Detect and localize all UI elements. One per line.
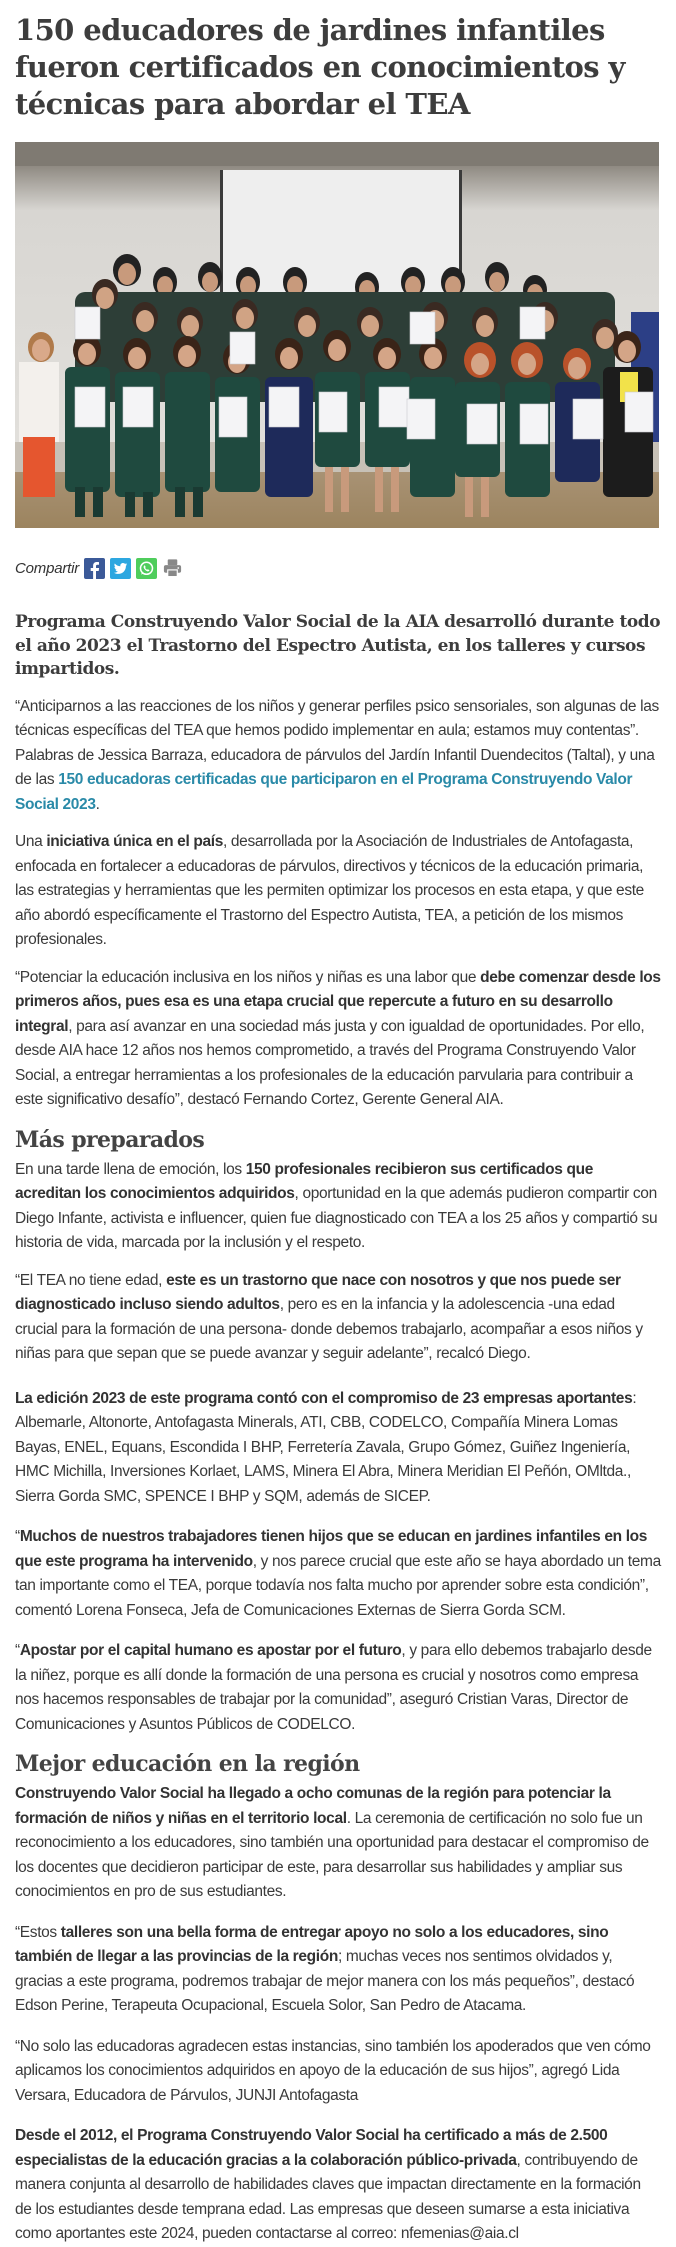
paragraph-4: En una tarde llena de emoción, los 150 profesionales recibieron sus certificados que acreditan los conocimientos adquiridos, oportunidad en la que además pudieron compartir con Diego Infante, activista e influencer, quien fue diagnosticado con TEA a los 25 años y compartió su historia de vida, marcada por la inclusión y el respeto. [15,1160,658,1251]
twitter-icon [110,558,131,579]
photo-illustration [15,142,659,528]
paragraph-1: “Anticiparnos a las reacciones de los niños y generar perfiles psico sensoriales, son algunas de las técnicas específicas del TEA que hemos podido implementar en aula; estamos muy contentas”. Palabras de Jessica Barraza, educadora de párvulos del Jardín Infantil Duendecitos (Taltal), y una de las 150 educadoras certificadas que participaron en el Programa Construyendo Valor Social 2023. [15,697,659,813]
share-bar [15,555,661,581]
paragraph-8: “Apostar por el capital humano es apostar por el futuro, y para ello debemos trabajarlo desde la niñez, porque es allí donde la formación de una persona es crucial y nosotros como empresa nos hacemos responsables de trabajar por la comunidad”, aseguró Cristian Varas, Director de Comunicaciones y Asuntos Públicos de CODELCO. [15,1642,652,1733]
print-icon [162,557,183,579]
certified-educators-link[interactable]: 150 educadoras certificadas que participaron en el Programa Construyendo Valor Social 2023 [15,771,633,813]
paragraph-6: La edición 2023 de este programa contó con el compromiso de 23 empresas aportantes: Albemarle, Altonorte, Antofagasta Minerals, ATI, CBB, CODELCO, Compañía Minera Lomas Bayas, ENEL, Equans, Escondida I BHP, Ferretería Zavala, Grupo Gómez, Guiñez Ingeniería, HMC Michilla, Inversiones Korlaet, LAMS, Minera El Abra, Minera Meridian El Peñón, OMltda., Sierra Gorda SMC, SPENCE I BHP y SQM, además de SICEP. [15,1389,637,1505]
whatsapp-icon [136,558,157,579]
article-lead: Programa Construyendo Valor Social de la AIA desarrolló durante todo el año 2023 el Trastorno del Espectro Autista, en los talleres y cursos impartidos. [15,612,661,679]
facebook-share-button[interactable] [84,558,105,579]
paragraph-3: “Potenciar la educación inclusiva en los niños y niñas es una labor que debe comenzar desde los primeros años, pues esa es una etapa crucial que repercute a futuro en su desarrollo integral, para así avanzar en una sociedad más justa y con igualdad de oportunidades. Por ello, desde AIA hace 12 años nos hemos comprometido, a través del Programa Construyendo Valor Social, a entregar herramientas a los profesionales de la educación parvularia para contribuir a este significativo desafío”, destacó Fernando Cortez, Gerente General AIA. [15,968,661,1108]
article-title: 150 educadores de jardines infantiles fueron certificados en conocimientos y técnicas para abordar el TEA [15,13,625,121]
paragraph-10: “Estos talleres son una bella forma de entregar apoyo no solo a los educadores, sino también de llegar a las provincias de la región; muchas veces nos sentimos olvidados y, gracias a este programa, podremos trabajar de mejor manera con los más pequeños”, destacó Edson Perine, Terapeuta Ocupacional, Escuela Solor, San Pedro de Atacama. [15,1923,635,2014]
paragraph-11: “No solo las educadoras agradecen estas instancias, sino también los apoderados que ven cómo aplicamos los conocimientos adquiridos en apoyo de la educación de sus hijos”, agregó Lida Versara, Educadora de Párvulos, JUNJI Antofagasta [15,2037,651,2104]
paragraph-2: Una iniciativa única en el país, desarrollada por la Asociación de Industriales de Antofagasta, enfocada en fortalecer a educadoras de párvulos, directivos y técnicos de la educación primaria, las estrategias y herramientas que les permiten optimizar los procesos en esta etapa, y que este año abordó específicamente el Trastorno del Espectro Autista, TEA, a petición de los mismos profesionales. [15,833,644,948]
twitter-share-button[interactable] [110,558,131,579]
group-photo [15,142,659,528]
section-heading-mas-preparados: Más preparados [15,1126,205,1153]
facebook-icon [84,558,105,579]
paragraph-5: “El TEA no tiene edad, este es un trastorno que nace con nosotros y que nos puede ser diagnosticado incluso siendo adultos, pero es en la infancia y la adolescencia -una edad crucial para la formación de una persona- donde debemos trabajarlo, acompañar a esos niños y niñas para que sepan que se puede avanzar y seguir adelante”, recalcó Diego. [15,1271,643,1362]
whatsapp-share-button[interactable] [136,558,157,579]
paragraph-12: Desde el 2012, el Programa Construyendo Valor Social ha certificado a más de 2.500 especialistas de la educación gracias a la colaboración público-privada, contribuyendo de manera conjunta al desarrollo de habilidades claves que impactan directamente en la formación de los estudiantes desde temprana edad. Las empresas que deseen sumarse a esta iniciativa como aportantes este 2024, pueden contactarse al correo: nfemenias@aia.cl [15,2127,641,2242]
share-label: Compartir [15,559,80,577]
print-button[interactable] [162,558,183,579]
paragraph-9: Construyendo Valor Social ha llegado a ocho comunas de la región para potenciar la formación de niños y niñas en el territorio local. La ceremonia de certificación no solo fue un reconocimiento a los educadores, sino también una oportunidad para destacar el compromiso de los docentes que decidieron participar de este, para desarrollar sus habilidades y ampliar sus conocimientos en pro de sus estudiantes. [15,1785,649,1900]
section-heading-mejor-educacion: Mejor educación en la región [15,1751,360,1777]
paragraph-7: “Muchos de nuestros trabajadores tienen hijos que se educan en jardines infantiles en los que este programa ha intervenido, y nos parece crucial que este año se haya abordado un tema tan importante como el TEA, porque todavía nos falta mucho por aprender sobre esta condición”, comentó Lorena Fonseca, Jefa de Comunicaciones Externas de Sierra Gorda SCM. [15,1528,661,1619]
